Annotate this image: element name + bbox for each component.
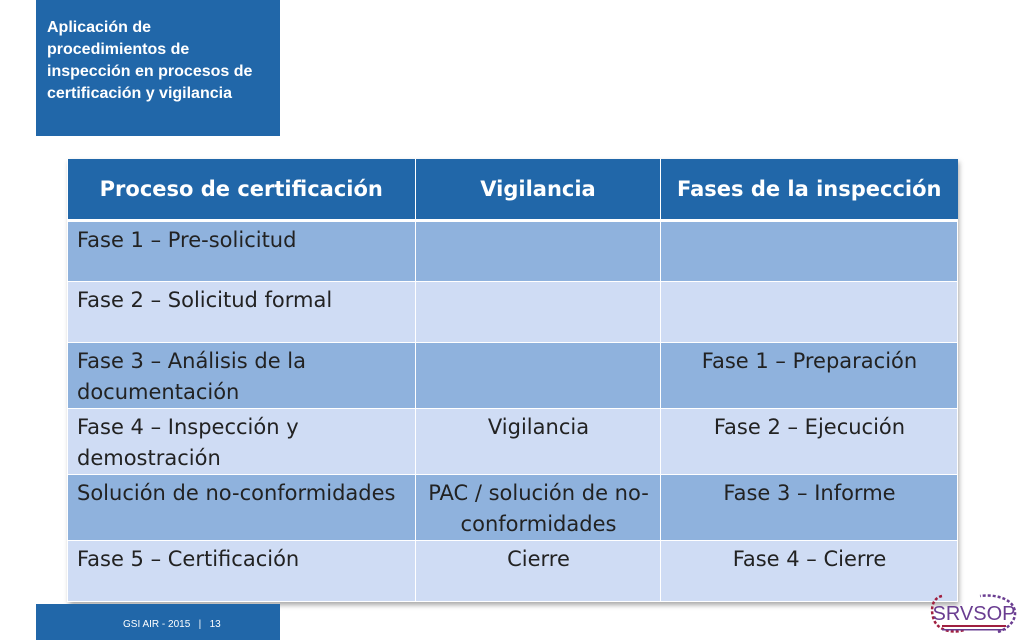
slide-title-box	[36, 0, 280, 136]
srvsop-logo-icon	[928, 592, 1020, 636]
header-certification-process: Proceso de certificación	[68, 159, 416, 221]
footer-bar	[36, 604, 280, 640]
header-inspection-phases: Fases de la inspección	[661, 159, 958, 221]
inspection-phases-table	[67, 159, 958, 602]
cell-surveillance: PAC / solución de no-conformidades	[416, 475, 661, 541]
table-header-row	[68, 159, 958, 221]
cell-inspection-phase: Fase 3 – Informe	[661, 475, 958, 541]
table-row	[68, 343, 958, 409]
table-row	[68, 282, 958, 343]
logo-text: SRVSOP	[932, 603, 1016, 625]
cell-surveillance: Vigilancia	[416, 409, 661, 475]
cell-certification-process: Solución de no-conformidades	[68, 475, 416, 541]
cell-certification-process: Fase 3 – Análisis de la documentación	[68, 343, 416, 409]
table-row	[68, 475, 958, 541]
srvsop-logo	[928, 592, 1020, 636]
cell-certification-process: Fase 2 – Solicitud formal	[68, 282, 416, 343]
cell-certification-process: Fase 5 – Certificación	[68, 541, 416, 602]
cell-inspection-phase	[661, 221, 958, 282]
cell-inspection-phase	[661, 282, 958, 343]
slide-title: Aplicación de procedimientos de inspección en procesos de certificación y vigilancia	[47, 19, 253, 102]
table-row	[68, 541, 958, 602]
cell-surveillance	[416, 343, 661, 409]
cell-surveillance	[416, 282, 661, 343]
footer-separator: |	[198, 619, 202, 630]
cell-certification-process: Fase 4 – Inspección y demostración	[68, 409, 416, 475]
cell-certification-process: Fase 1 – Pre-solicitud	[68, 221, 416, 282]
cell-inspection-phase: Fase 4 – Cierre	[661, 541, 958, 602]
cell-inspection-phase: Fase 2 – Ejecución	[661, 409, 958, 475]
footer-org: GSI AIR - 2015	[123, 619, 191, 630]
table-row	[68, 409, 958, 475]
cell-surveillance: Cierre	[416, 541, 661, 602]
footer-page-number: 13	[209, 619, 221, 630]
header-surveillance: Vigilancia	[416, 159, 661, 221]
cell-inspection-phase: Fase 1 – Preparación	[661, 343, 958, 409]
cell-surveillance	[416, 221, 661, 282]
table-row	[68, 221, 958, 282]
inspection-table-container	[67, 159, 957, 602]
